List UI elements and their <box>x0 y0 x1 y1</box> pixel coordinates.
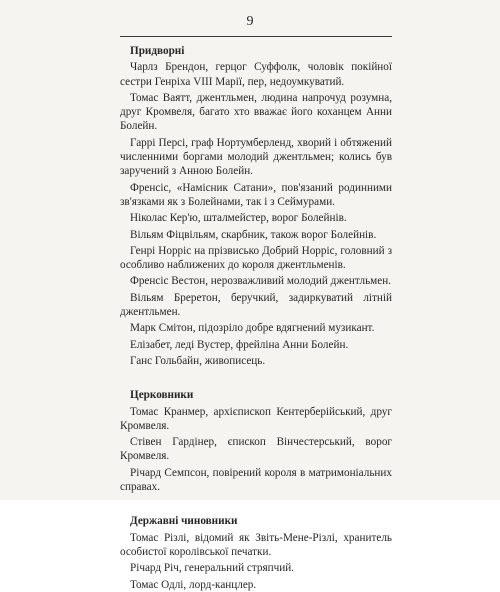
character-entry: Ганс Гольбайн, живописець. <box>130 354 266 367</box>
character-entry: Френсіс, «Намісник Сатани», пов'язаний родинними зв'язками як з Болейнами, так і з Сеймурами. <box>120 181 392 208</box>
character-entry: Річард Річ, генеральний стряпчий. <box>130 562 294 575</box>
character-entry: Вільям Бреретон, беручкий, задиркуватий літній джентльмен. <box>120 291 392 319</box>
character-entry: Томас Кранмер, архієпископ Кентерберійський, друг Кромвеля. <box>120 405 392 432</box>
section-title: Державні чиновники <box>130 515 238 528</box>
character-entry: Річард Семпсон, повірений короля в матримоніальних справах. <box>120 466 392 494</box>
page-number: 9 <box>246 14 254 29</box>
header-rule <box>120 36 392 37</box>
character-entry: Гаррі Персі, граф Нортумберленд, хворий і обтяжений численними боргами молодий джентльмен; колись був заручений з Анною Болейн. <box>120 136 392 178</box>
character-entry: Вільям Фіцвільям, скарбник, також ворог Болейнів. <box>130 228 377 241</box>
character-entry: Томас Різлі, відомий як Звіть-Мене-Різлі, хранитель особистої королівської печатки. <box>120 531 392 558</box>
character-entry: Чарлз Брендон, герцог Суффолк, чоловік покійної сестри Генріха VIII Марії, пер, недоумкуватий. <box>120 61 392 88</box>
character-entry: Томас Одлі, лорд-канцлер. <box>130 578 257 591</box>
character-entry: Френсіс Вестон, нерозважливий молодий джентльмен. <box>130 275 392 288</box>
character-list <box>120 44 392 592</box>
character-entry: Генрі Норріс на прізвисько Добрий Норріс, головний з особливо наближених до короля джентльменів. <box>120 244 392 272</box>
section <box>120 44 392 368</box>
section-title: Церковники <box>130 389 194 402</box>
character-entry: Марк Смітон, підозріло добре вдягнений музикант. <box>130 322 375 335</box>
character-entry: Ніколас Кер'ю, шталмейстер, ворог Болейнів. <box>130 212 347 225</box>
character-entry: Стівен Гардінер, єпископ Вінчестерський, ворог Кромвеля. <box>120 436 392 463</box>
character-entry: Елізабет, леді Вустер, фрейліна Анни Болейн. <box>130 338 349 351</box>
section-title: Придворні <box>130 45 185 57</box>
section <box>120 388 392 494</box>
section <box>120 514 392 591</box>
character-entry: Томас Ваятт, джентльмен, людина напрочуд розумна, друг Кромвеля, багато хто вважає його коханцем Анни Болейн. <box>120 91 392 133</box>
